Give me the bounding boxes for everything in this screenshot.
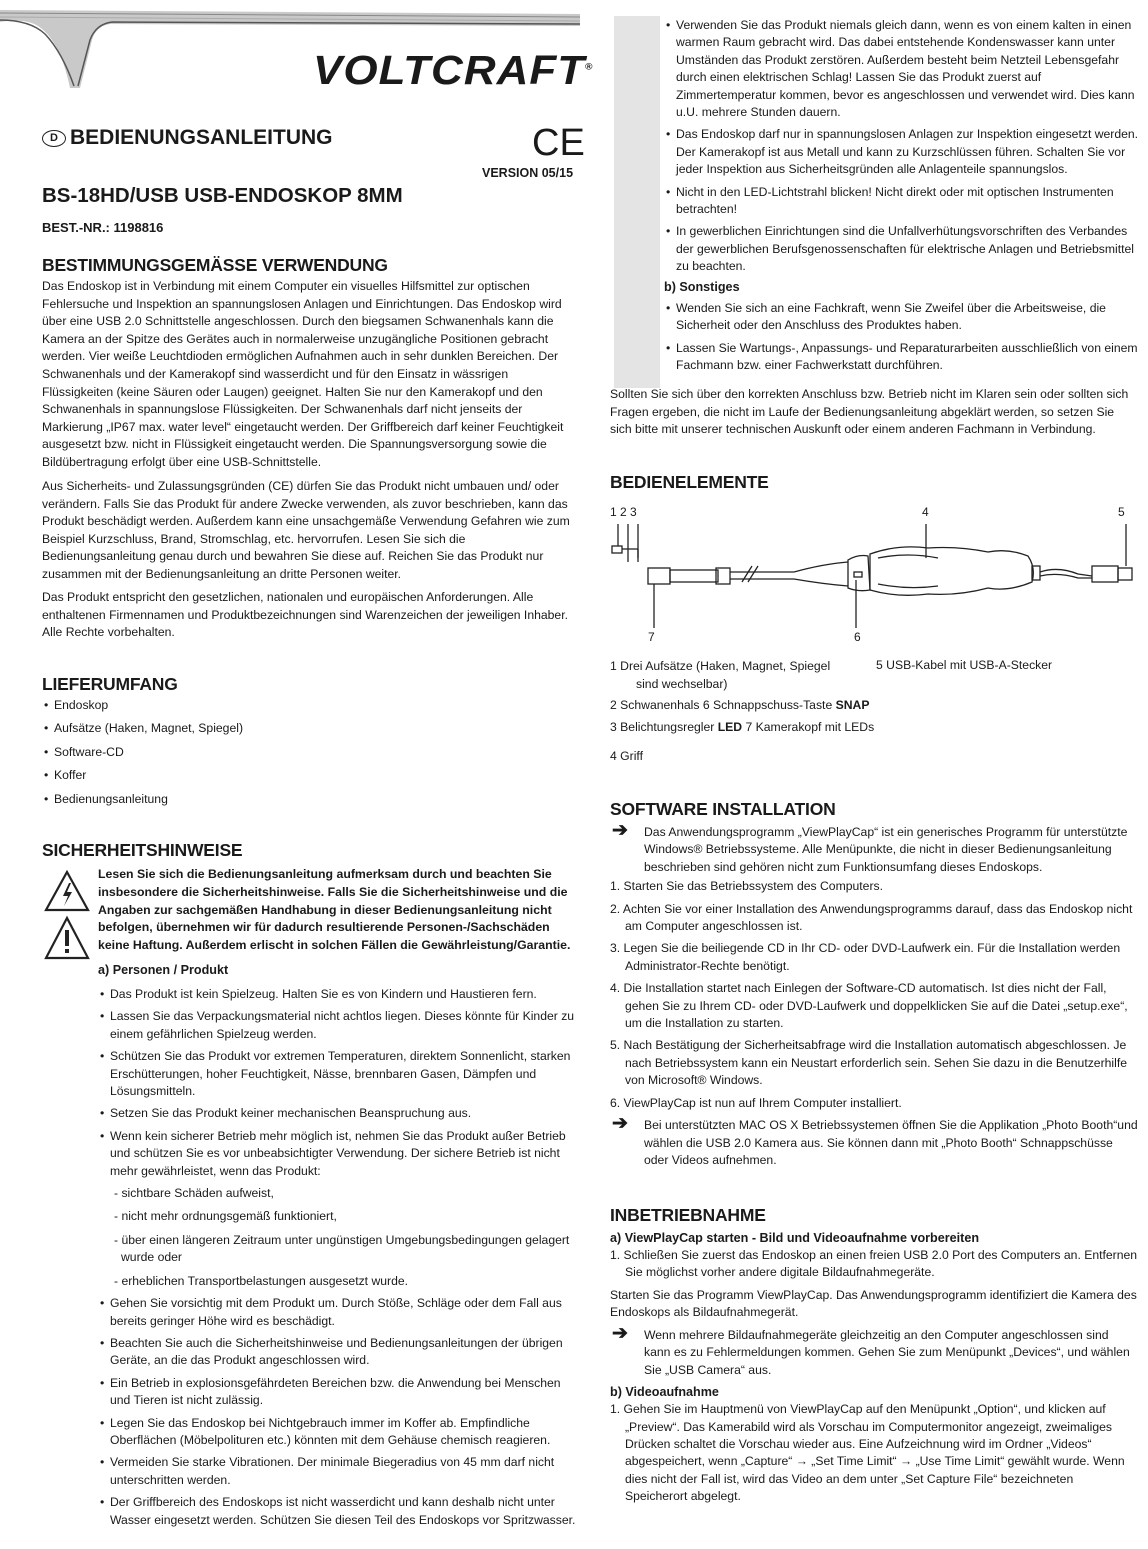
- ce-mark: CE: [532, 122, 585, 164]
- diagram-label-5: 5: [1118, 505, 1125, 519]
- legend-1: 1 Drei Aufsätze (Haken, Magnet, Spiegel sind wechselbar): [610, 659, 831, 691]
- endoscope-diagram: [608, 518, 1138, 633]
- verwendung-p3: Das Produkt entspricht den gesetzlichen, nationalen und europäischen Anforderungen. Alle enthaltenen Firmennamen und Produktbezeichnungen sind Warenzeichen der jeweiligen Inhaber. Alle Rechte vorbehalten.: [42, 590, 568, 640]
- diagram-label-6: 6: [854, 630, 861, 644]
- list-item: • Bedienungsanleitung: [42, 791, 578, 808]
- doc-type-heading: D BEDIENUNGSANLEITUNG: [42, 126, 578, 150]
- arrow-right-icon: ➔: [612, 1323, 628, 1344]
- heading-verwendung: BESTIMMUNGSGEMÄSSE VERWENDUNG: [42, 255, 388, 275]
- arrow-right-icon: ➔: [612, 820, 628, 841]
- dash-list: [98, 1185, 580, 1290]
- step-item: 1. Gehen Sie im Hauptmenü von ViewPlayCap auf den Menüpunkt „Option“, und klicken auf „Preview“. Das Kamerabild wird als Vorschau im Computermonitor angezeigt, zweimaliges Drücken schaltet die Vorschau wieder aus. Eine Aufzeichnung wird im Ordner „Videos“ abgespeichert, wenn „Capture“ → „Set Time Limit“ → „Use Time Limit“ gewählt wurde. Wenn dies nicht der Fall ist, wird das Video an dem unter „Set Capture File“ bezeichneten Speicherort abgelegt.: [610, 1402, 1125, 1504]
- list-item: • Setzen Sie das Produkt keiner mechanischen Beanspruchung aus.: [98, 1105, 580, 1122]
- software-note-2: ➔ Bei unterstützten MAC OS X Betriebssystemen öffnen Sie die Applikation „Photo Booth“und wählen die USB 2.0 Kamera aus. Sie können dann mit „Photo Booth“ Schnappschüsse oder Videos aufnehmen.: [612, 1113, 1138, 1167]
- diagram-label-7: 7: [648, 630, 655, 644]
- step-item: 3. Legen Sie die beiliegende CD in Ihr CD- oder DVD-Laufwerk ein. Für die Installation werden Administrator-Rechte benötigt.: [610, 941, 1121, 973]
- list-item: • Koffer: [42, 767, 578, 784]
- software-section: [610, 820, 1138, 1169]
- list-item: • Der Griffbereich des Endoskops ist nicht wasserdicht und kann deshalb nicht unter Wasser eingesetzt werden. Schützen Sie diesen Teil des Endoskops vor Spritzwasser.: [98, 1494, 580, 1529]
- list-item: • Verwenden Sie das Produkt niemals gleich dann, wenn es von einem kalten in einen warmen Raum gebracht wird. Das dabei entstehende Kondenswasser kann unter Umständen das Produkt zerstören. Außerdem besteht beim Netzteil Lebensgefahr durch einen elektrischen Schlag! Lassen Sie das Produkt zuerst auf Zimmertemperatur kommen, bevor es angeschlossen und verwendet wird. Dies kann u.U. mehrere Stunden dauern.: [664, 17, 1140, 121]
- verwendung-p2: Aus Sicherheits- und Zulassungsgründen (CE) dürfen Sie das Produkt nicht umbauen und/ oder verändern. Falls Sie das Produkt für andere Zwecke verwenden, als zuvor beschrieben, kann das Produkt beschädigt werden. Außerdem kann eine unsachgemäße Verwendung Gefahren wie zum Beispiel Kurzschluss, Brand, Stromschlag, etc. hervorrufen. Lesen Sie sich die Bedienungsanleitung genau durch und bewahren Sie diese auf. Reichen Sie das Produkt nur zusammen mit der Bedienungsanleitung an dritte Personen weiter.: [42, 479, 570, 581]
- software-note-1: ➔ Das Anwendungsprogramm „ViewPlayCap“ ist ein generisches Programm für unterstützte Windows® Betriebssysteme. Alle Menüpunkte, die nicht in dieser Bedienungsanleitung beschrieben sind gehören nicht zum Funktionsumfang dieses Endoskops.: [612, 820, 1128, 874]
- sicherheit-intro: Lesen Sie sich die Bedienungsanleitung aufmerksam durch und beachten Sie insbesondere die Sicherheitshinweise. Falls Sie die Sicherheitshinweise und die Angaben zur sachgemäßen Handhabung in dieser Bedienungsanleitung nicht befolgen, übernehmen wir für dadurch resultierende Personen-/Sachschäden keine Haftung. Außerdem erlischt in solchen Fällen die Gewährleistung/Garantie.: [98, 867, 571, 953]
- list-item: • Das Endoskop darf nur in spannungslosen Anlagen zur Inspektion eingesetzt werden. Der Kamerakopf ist aus Metall und kann zu Kurzschlüssen führen. Schalten Sie vor jeder Inspektion aus Sicherheitsgründen alle Anlagenteile spannungslos.: [664, 126, 1140, 178]
- list-item: • Endoskop: [42, 697, 578, 714]
- list-item: • Das Produkt ist kein Spielzeug. Halten Sie es von Kindern und Haustieren fern.: [98, 986, 580, 1003]
- legend-3-7: 3 Belichtungsregler LED 7 Kamerakopf mit LEDs: [610, 720, 875, 734]
- list-item: - erheblichen Transportbelastungen ausgesetzt wurde.: [114, 1273, 409, 1288]
- sicherheit-list-a: [98, 986, 580, 1529]
- list-item: • Beachten Sie auch die Sicherheitshinweise und Bedienungsanleitungen der übrigen Geräte, an die das Produkt angeschlossen wird.: [98, 1335, 580, 1370]
- list-item: • Vermeiden Sie starke Vibrationen. Der minimale Biegeradius von 45 mm darf nicht unterschritten werden.: [98, 1454, 580, 1489]
- verwendung-p1: Das Endoskop ist in Verbindung mit einem Computer ein visuelles Hilfsmittel zur optischen Fehlersuche und Inspektion an spannungslosen Anlagen und Einrichtungen. Das Endoskop wird über eine USB 2.0 Schnittstelle angeschlossen. Durch den biegsamen Schwanenhals kann die Kamera an der Spitze des Gerätes auch in normalerweise unzugängliche Positionen gebracht werden. Vier weiße Leuchtdioden ermöglichen Aufnahmen auch in sehr dunklen Bereichen. Der Schwanenhals und der Kamerakopf sind wasserdicht und für den Einsatz in wässrigen Flüssigkeiten (keine Säuren oder Laugen) geeignet. Halten Sie nur den Kamerakopf und den Schwanenhals in spannungslose Flüssigkeiten. Der Schwanenhals darf nicht jenseits der Markierung „IP67 max. water level“ eingetaucht werden. Der Griffbereich darf keiner Feuchtigkeit ausgesetzt bzw. nicht in Flüssigkeit eingetaucht werden. Die Spannungsversorgung sowie die Bildübertragung erfolgt über eine USB-Schnittstelle.: [42, 279, 564, 469]
- sub-viewplaycap: a) ViewPlayCap starten - Bild und Videoaufnahme vorbereiten: [610, 1231, 980, 1245]
- legend-5: 5 USB-Kabel mit USB-A-Stecker: [876, 658, 1053, 672]
- sub-sonstiges: b) Sonstiges: [664, 279, 740, 294]
- version-label: VERSION 05/15: [482, 166, 574, 180]
- step-item: 4. Die Installation startet nach Einlegen der Software-CD automatisch. Ist dies nicht der Fall, gehen Sie zu Ihrem CD- oder DVD-Laufwerk und doppelklicken Sie auf die Datei „setup.exe“, um die Installation zu starten.: [610, 981, 1128, 1031]
- list-item: • In gewerblichen Einrichtungen sind die Unfallverhütungsvorschriften des Verbandes der gewerblichen Berufsgenossenschaften für elektrische Anlagen und Betriebsmittel zu beachten.: [664, 223, 1140, 275]
- brand-logo: VOLTCRAFT®: [313, 48, 594, 94]
- list-item: • Wenden Sie sich an eine Fachkraft, wenn Sie Zweifel über die Arbeitsweise, die Sicherheit oder den Anschluss des Produktes haben.: [664, 300, 1140, 335]
- legend-4: 4 Griff: [610, 749, 643, 763]
- heading-sicherheit: SICHERHEITSHINWEISE: [42, 840, 243, 860]
- diagram-label-123: 1 2 3: [610, 505, 637, 519]
- order-number: BEST.-NR.: 1198816: [42, 220, 164, 235]
- diagram-label-4: 4: [922, 505, 929, 519]
- inbetrieb-section: [610, 1229, 1138, 1506]
- step-item: 1. Starten Sie das Betriebssystem des Computers.: [610, 879, 883, 894]
- sicherheit-closing: Sollten Sie sich über den korrekten Anschluss bzw. Betrieb nicht im Klaren sein oder sollten sich Fragen ergeben, die nicht im Laufe der Bedienungsanleitung abgeklärt werden, so setzen Sie sich bitte mit unserer technischen Auskunft oder einem anderen Fachmann in Verbindung.: [610, 387, 1129, 437]
- electric-hazard-icon: [46, 872, 88, 910]
- list-item: • Gehen Sie vorsichtig mit dem Produkt um. Durch Stöße, Schläge oder dem Fall aus bereits geringer Höhe wird es beschädigt.: [98, 1295, 580, 1330]
- list-item: • Nicht in den LED-Lichtstrahl blicken! Nicht direkt oder mit optischen Instrumenten betrachten!: [664, 184, 1140, 219]
- inbetrieb-para: Starten Sie das Programm ViewPlayCap. Das Anwendungsprogramm identifiziert die Kamera des Endoskops als Bildaufnahmegerät.: [610, 1287, 1137, 1320]
- sub-videoaufnahme: b) Videoaufnahme: [610, 1385, 719, 1400]
- list-item: • Aufsätze (Haken, Magnet, Spiegel): [42, 720, 578, 737]
- list-item: • Legen Sie das Endoskop bei Nichtgebrauch immer im Koffer ab. Empfindliche Oberflächen (Möbelpolituren etc.) könnten mit dem Gehäuse chemisch reagieren.: [98, 1415, 580, 1450]
- lieferumfang-list: [42, 697, 578, 808]
- exclamation-warning-icon: [46, 918, 88, 958]
- step-item: 2. Achten Sie vor einer Installation des Anwendungsprogramms darauf, dass das Endoskop nicht am Computer angeschlossen ist.: [610, 901, 1133, 934]
- list-item: • Software-CD: [42, 744, 578, 761]
- heading-bedienelemente: BEDIENELEMENTE: [610, 472, 769, 492]
- step-item: 5. Nach Bestätigung der Sicherheitsabfrage wird die Installation automatisch abgeschlossen. Je nach Betriebssystem kann ein Neustart erforderlich sein. Sehen Sie dazu in die Benutzerhilfe von Microsoft® Windows.: [610, 1038, 1127, 1088]
- product-title: BS-18HD/USB USB-ENDOSKOP 8MM: [42, 184, 403, 207]
- sub-personen-produkt: a) Personen / Produkt: [98, 963, 229, 977]
- arrow-right-icon: ➔: [612, 1113, 628, 1135]
- warning-icons: [44, 870, 90, 962]
- heading-lieferumfang: LIEFERUMFANG: [42, 674, 178, 694]
- inbetrieb-note: ➔ Wenn mehrere Bildaufnahmegeräte gleichzeitig an den Computer angeschlossen sind kann es zu Fehlermeldungen kommen. Gehen Sie zum Menüpunkt „Devices“, und wählen Sie „USB Camera“ aus.: [612, 1323, 1130, 1377]
- list-item: - sichtbare Schäden aufweist,: [114, 1186, 274, 1201]
- list-item: • Schützen Sie das Produkt vor extremen Temperaturen, direktem Sonnenlicht, starken Erschütterungen, hoher Feuchtigkeit, Nässe, brennbaren Gasen, Dämpfen und Lösungsmitteln.: [98, 1048, 580, 1100]
- step-item: 6. ViewPlayCap ist nun auf Ihrem Computer installiert.: [610, 1095, 902, 1110]
- step-item: 1. Schließen Sie zuerst das Endoskop an einen freien USB 2.0 Port des Computers an. Entfernen Sie möglichst vorher andere digitale Bildaufnahmegeräte.: [610, 1248, 1138, 1280]
- list-item: • Wenn kein sicherer Betrieb mehr möglich ist, nehmen Sie das Produkt außer Betrieb und schützen Sie es vor unbeabsichtigter Verwendung. Der sichere Betrieb ist nicht mehr gewährleistet, wenn das Produkt:: [98, 1128, 580, 1180]
- sicherheit-list-continued: [664, 17, 1140, 374]
- list-item: - über einen längeren Zeitraum unter ungünstigen Umgebungsbedingungen gelagert wurde oder: [114, 1232, 570, 1265]
- warning-sidebar-bar: [614, 16, 660, 388]
- heading-inbetriebnahme: INBETRIEBNAHME: [610, 1205, 766, 1225]
- language-badge: D: [42, 130, 66, 147]
- list-item: - nicht mehr ordnungsgemäß funktioniert,: [114, 1209, 337, 1224]
- list-item: • Lassen Sie das Verpackungsmaterial nicht achtlos liegen. Dieses könnte für Kinder zu einem gefährlichen Spielzeug werden.: [98, 1008, 580, 1043]
- list-item: • Ein Betrieb in explosionsgefährdeten Bereichen bzw. die Anwendung bei Menschen und Tieren ist nicht zulässig.: [98, 1375, 580, 1410]
- list-item: • Lassen Sie Wartungs-, Anpassungs- und Reparaturarbeiten ausschließlich von einem Fachmann bzw. einer Fachwerkstatt durchführen.: [664, 340, 1140, 375]
- legend-2-6: 2 Schwanenhals 6 Schnappschuss-Taste SNAP: [610, 698, 870, 712]
- heading-software: SOFTWARE INSTALLATION: [610, 799, 836, 819]
